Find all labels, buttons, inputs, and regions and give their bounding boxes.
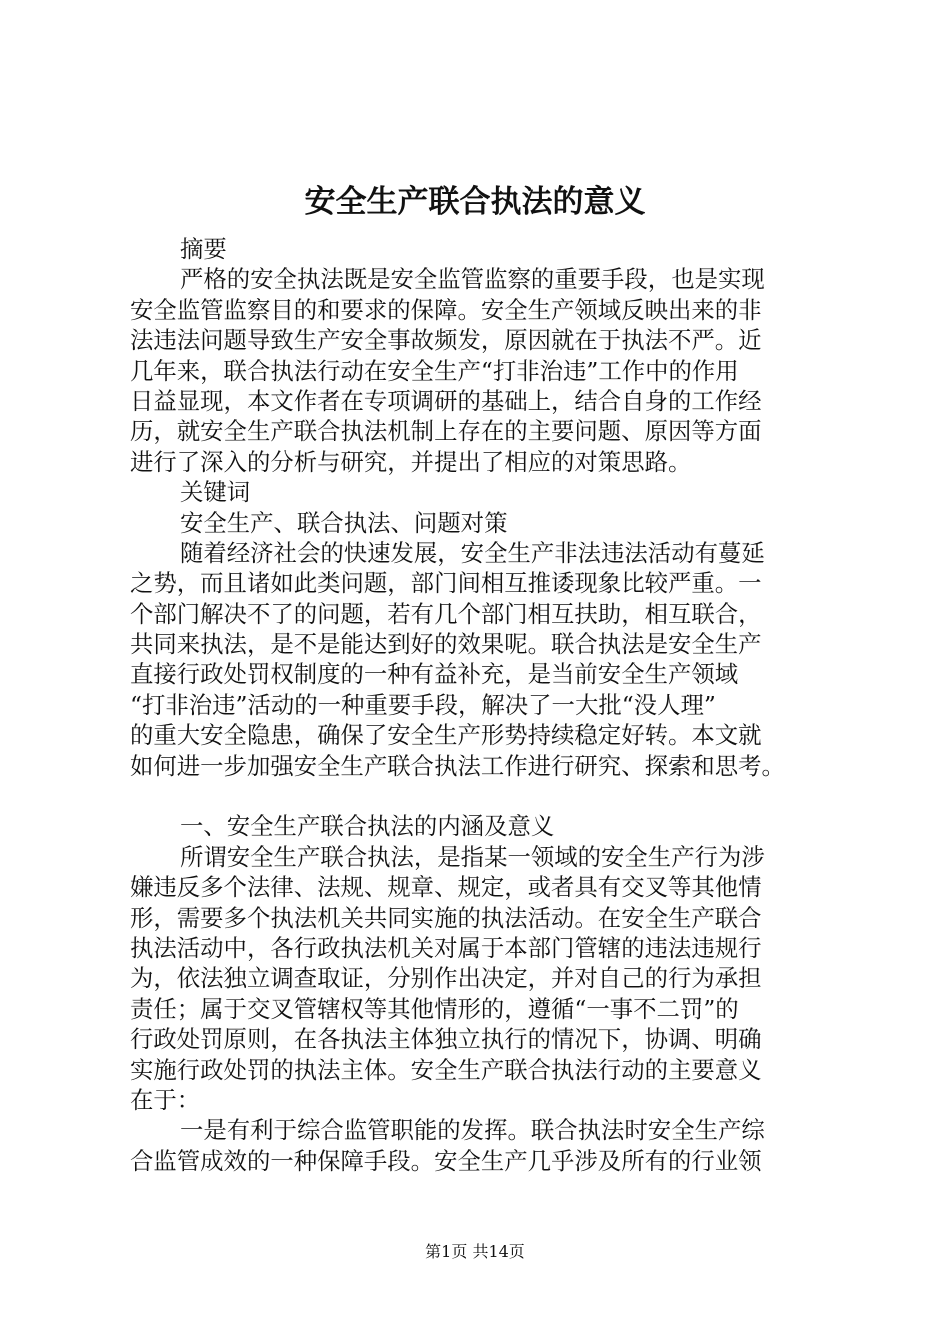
text-line: 关键词	[180, 478, 251, 507]
text-line: 个部门解决不了的问题，若有几个部门相互扶助，相互联合，	[130, 599, 762, 628]
text-line: 之势，而且诸如此类问题，部门间相互推诿现象比较严重。一	[130, 569, 762, 598]
text-line: 安全生产、联合执法、问题对策	[180, 508, 508, 537]
document-body	[130, 234, 830, 1176]
text-line: “打非治违”活动的一种重要手段，解决了一大批“没人理”	[130, 690, 716, 719]
text-line: 严格的安全执法既是安全监管监察的重要手段，也是实现	[180, 265, 765, 294]
text-line: 实施行政处罚的执法主体。安全生产联合执法行动的主要意义	[130, 1055, 762, 1084]
text-line: 嫌违反多个法律、法规、规章、规定，或者具有交叉等其他情	[130, 873, 762, 902]
text-line: 直接行政处罚权制度的一种有益补充，是当前安全生产领域	[130, 660, 739, 689]
text-line: 摘要	[180, 235, 227, 263]
page-footer: 第1页 共14页	[425, 1242, 525, 1261]
text-line: 执法活动中，各行政执法机关对属于本部门管辖的违法违规行	[130, 933, 762, 962]
text-line: 几年来，联合执法行动在安全生产“打非治违”工作中的作用	[130, 356, 739, 385]
document-title: 安全生产联合执法的意义	[304, 184, 646, 220]
text-line: 在于：	[130, 1085, 201, 1114]
text-line: 进行了深入的分析与研究，并提出了相应的对策思路。	[130, 447, 692, 476]
text-line: 为，依法独立调查取证，分别作出决定，并对自己的行为承担	[130, 964, 762, 993]
text-line: 形，需要多个执法机关共同实施的执法活动。在安全生产联合	[130, 903, 762, 932]
text-line: 一是有利于综合监管职能的发挥。联合执法时安全生产综	[180, 1116, 765, 1145]
text-line: 一、安全生产联合执法的内涵及意义	[180, 812, 555, 841]
text-line: 历，就安全生产联合执法机制上存在的主要问题、原因等方面	[130, 417, 762, 446]
text-line: 安全监管监察目的和要求的保障。安全生产领域反映出来的非	[130, 295, 762, 324]
text-line: 共同来执法，是不是能达到好的效果呢。联合执法是安全生产	[130, 630, 762, 659]
text-line: 日益显现，本文作者在专项调研的基础上，结合自身的工作经	[130, 386, 762, 415]
text-line: 随着经济社会的快速发展，安全生产非法违法活动有蔓延	[180, 538, 765, 567]
text-line: 的重大安全隐患，确保了安全生产形势持续稳定好转。本文就	[130, 721, 762, 750]
text-line: 法违法问题导致生产安全事故频发，原因就在于执法不严。近	[130, 326, 762, 355]
text-line: 合监管成效的一种保障手段。安全生产几乎涉及所有的行业领	[130, 1146, 762, 1175]
blank-line	[130, 781, 830, 811]
text-line: 责任；属于交叉管辖权等其他情形的，遵循“一事不二罚”的	[130, 994, 739, 1023]
text-line: 行政处罚原则，在各执法主体独立执行的情况下，协调、明确	[130, 1025, 762, 1054]
text-line: 所谓安全生产联合执法，是指某一领域的安全生产行为涉	[180, 842, 765, 871]
text-line: 如何进一步加强安全生产联合执法工作进行研究、探索和思考。	[130, 751, 785, 780]
